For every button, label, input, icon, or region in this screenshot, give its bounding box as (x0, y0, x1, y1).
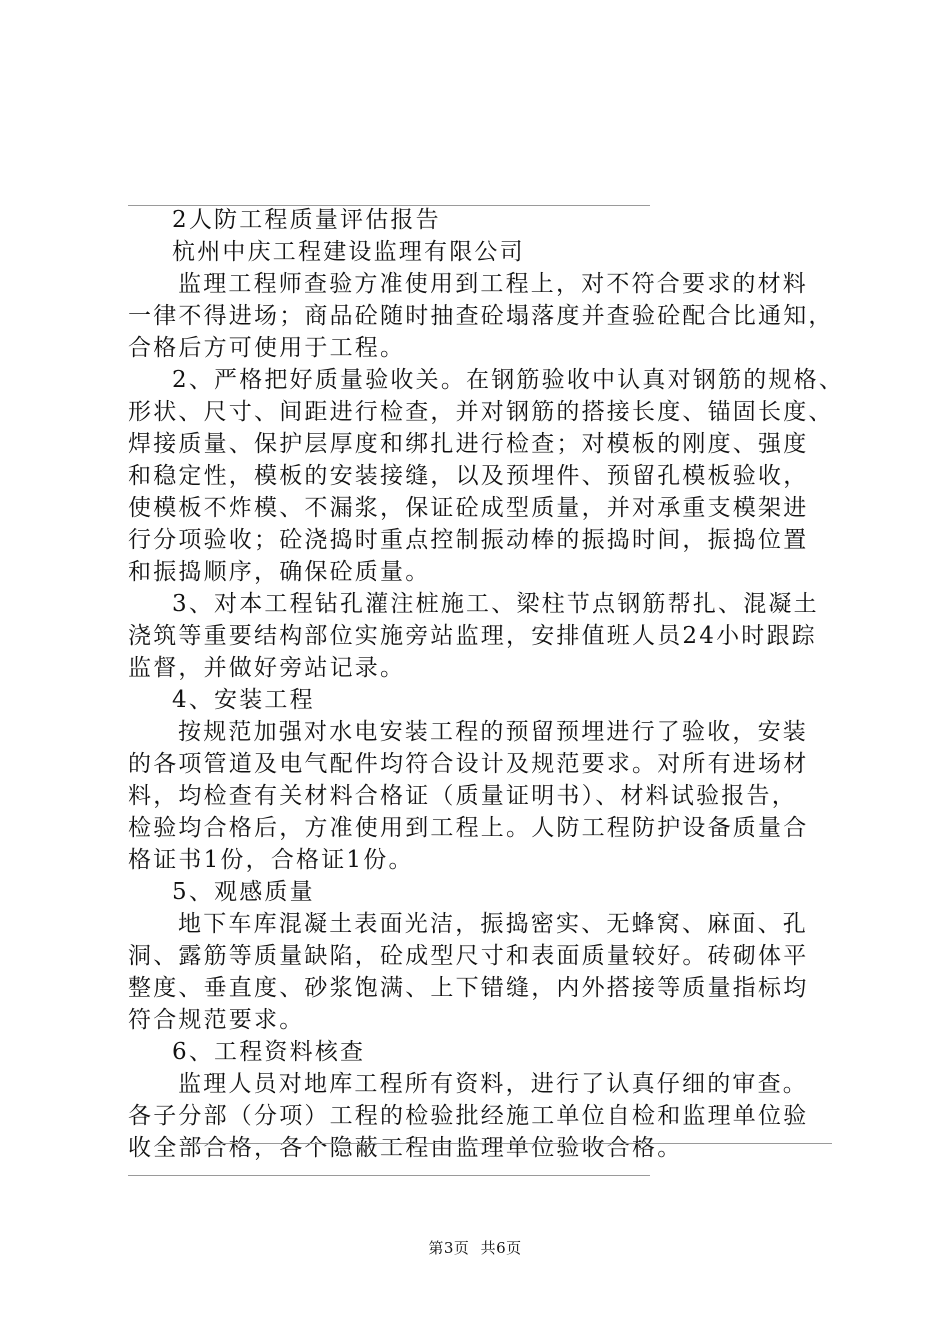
paragraph-line: 收全部合格，各个隐蔽工程由监理单位验收合格。 (128, 1135, 683, 1161)
paragraph-appearance (128, 908, 838, 1036)
paragraph-line: 形状、尺寸、间距进行检查，并对钢筋的搭接长度、锚固长度、 (128, 399, 834, 425)
paragraph-line: 符合规范要求。 (128, 1007, 305, 1033)
paragraph-line: 浇筑等重要结构部位实施旁站监理，安排值班人员24小时跟踪 (128, 623, 817, 649)
paragraph-installation (128, 716, 838, 876)
paragraph-line: 焊接质量、保护层厚度和绑扎进行检查；对模板的刚度、强度 (128, 431, 809, 457)
paragraph-line: 按规范加强对水电安装工程的预留预埋进行了验收，安装 (178, 719, 808, 745)
page-footer (0, 1238, 950, 1258)
paragraph-line: 地下车库混凝土表面光洁，振捣密实、无蜂窝、麻面、孔 (178, 911, 808, 937)
page-number: 第3页 (428, 1239, 470, 1257)
paragraph-line: 格证书1份，合格证1份。 (128, 847, 414, 873)
paragraph-line: 监督，并做好旁站记录。 (128, 655, 406, 681)
paragraph-line: 监理人员对地库工程所有资料，进行了认真仔细的审查。 (178, 1071, 808, 1097)
paragraph-line: 整度、垂直度、砂浆饱满、上下错缝，内外搭接等质量指标均 (128, 975, 809, 1001)
paragraph-line: 一律不得进场；商品砼随时抽查砼塌落度并查验砼配合比通知， (128, 303, 834, 329)
paragraph-line: 洞、露筋等质量缺陷，砼成型尺寸和表面质量较好。砖砌体平 (128, 943, 809, 969)
paragraph-line: 和振捣顺序，确保砼质量。 (128, 559, 431, 585)
paragraph-documents (128, 1068, 838, 1164)
paragraph-line: 使模板不炸模、不漏浆，保证砼成型质量，并对承重支模架进 (128, 495, 809, 521)
section-heading-documents: 6、工程资料核查 (172, 1039, 366, 1065)
footer-divider (182, 1143, 832, 1144)
paragraph-line: 和稳定性，模板的安装接缝，以及预埋件、预留孔模板验收， (128, 463, 809, 489)
paragraph-line: 监理工程师查验方准使用到工程上，对不符合要求的材料 (178, 271, 808, 297)
footer-divider (128, 1175, 650, 1176)
document-title: 2人防工程质量评估报告 (172, 207, 441, 233)
document-body (128, 204, 845, 1164)
section-heading-appearance: 5、观感质量 (172, 879, 315, 905)
paragraph-line: 检验均合格后，方准使用到工程上。人防工程防护设备质量合 (128, 815, 809, 841)
paragraph-side-supervision (128, 588, 838, 684)
paragraph-line: 2、严格把好质量验收关。在钢筋验收中认真对钢筋的规格、 (172, 367, 845, 393)
section-heading-installation: 4、安装工程 (172, 687, 315, 713)
paragraph-quality-acceptance (128, 364, 845, 588)
paragraph-line: 合格后方可使用于工程。 (128, 335, 406, 361)
paragraph-line: 3、对本工程钻孔灌注桩施工、梁柱节点钢筋帮扎、混凝土 (172, 591, 819, 617)
paragraph-material-check (128, 268, 838, 364)
company-name: 杭州中庆工程建设监理有限公司 (172, 239, 525, 265)
paragraph-line: 行分项验收；砼浇捣时重点控制振动棒的振捣时间，振捣位置 (128, 527, 809, 553)
page-total: 共6页 (480, 1239, 522, 1257)
paragraph-line: 各子分部（分项）工程的检验批经施工单位自检和监理单位验 (128, 1103, 809, 1129)
paragraph-line: 的各项管道及电气配件均符合设计及规范要求。对所有进场材 (128, 751, 809, 777)
paragraph-line: 料，均检查有关材料合格证（质量证明书）、材料试验报告， (128, 783, 797, 809)
